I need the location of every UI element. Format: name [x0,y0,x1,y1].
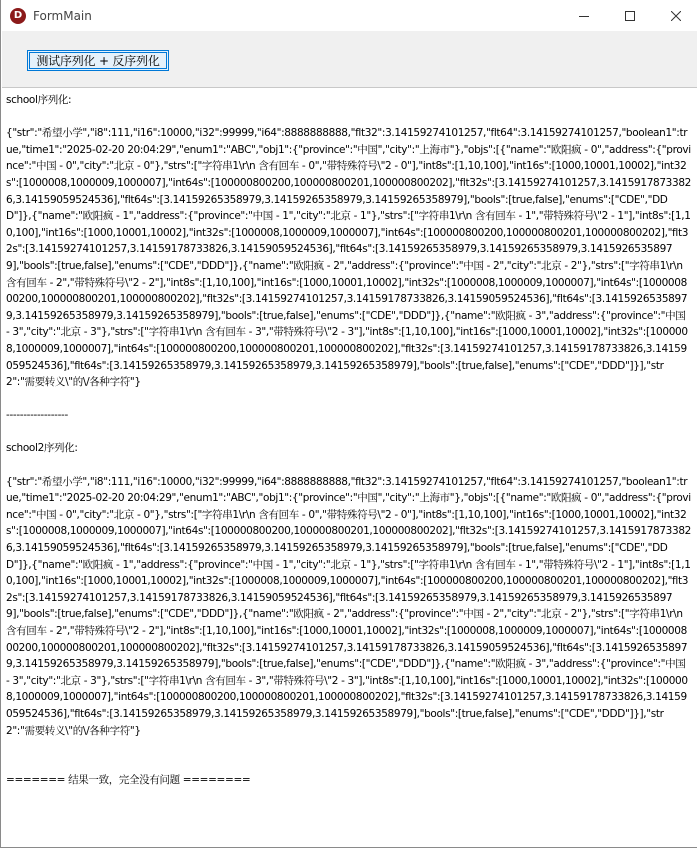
separator: ------------------ [6,409,68,422]
toolbar-panel [2,31,697,88]
window-title: FormMain [33,8,92,23]
school2-heading: school2序列化: [6,442,78,455]
output-text [2,88,697,789]
app-icon [10,8,26,24]
minimize-icon [579,11,589,21]
maximize-icon [625,11,635,21]
output-memo[interactable] [2,88,697,847]
close-icon [671,11,681,21]
result-line: ======= 结果一致，完全没有问题 ======== [6,774,251,787]
test-serialize-button[interactable]: 测试序列化 + 反序列化 [27,50,169,71]
maximize-button[interactable] [607,0,653,31]
school-heading: school序列化: [6,94,72,106]
title-bar[interactable] [1,0,698,31]
app-icon-letter: D [13,9,23,21]
close-button[interactable] [653,0,698,31]
school2-json: {"str":"希望小学","i8":111,"i16":10000,"i32":99999,"i64":8888888888,"flt32":3.14159274101257,"flt64":3.14159274101257,"boolean1":true,"time1":"2025-02-20 20:04:29","enum1":"ABC","obj1":{"province":"中国","city":"上海市"},"objs":[{"name":"欧阳疯 - 0","address":{"province":"中国 - 0","city":"北京 - 0"},"strs":["字符串1\r\n 含有回车 - 0","带特殊符号\"2 - 0"],"int8s":[1,10,100],"int16s":[1000,10001,10002],"int32s":[1000008,1000009,1000007],"int64s":[100000800200,100000800201,100000800202],"flt32s":[3.14159274101257,3.14159178733826,3.14159059524536],"flt64s":[3.14159265358979,3.14159265358979,3.14159265358979],"bools":[true,false],"enums":["CDE","DDD"]},{"name":"欧阳疯 - 1","address":{"province":"中国 - 1","city":"北京 - 1"},"strs":["字符串1\r\n 含有回车 - 1","带特殊符号\"2 - 1"],"int8s":[1,10,100],"int16s":[1000,10001,10002],"int32s":[1000008,1000009,1000007],"int64s":[100000800200,100000800201,100000800202],"flt32s":[3.14159274101257,3.14159178733826,3.14159059524536],"flt64s":[3.14159265358979,3.14159265358979,3.14159265358979],"bools":[true,false],"enums":["CDE","DDD"]},{"name":"欧阳疯 - 2","address":{"province":"中国 - 2","city":"北京 - 2"},"strs":["字符串1\r\n 含有回车 - 2","带特殊符号\"2 - 2"],"int8s":[1,10,100],"int16s":[1000,10001,10002],"int32s":[1000008,1000009,1000007],"int64s":[100000800200,100000800201,100000800202],"flt32s":[3.14159274101257,3.14159178733826,3.14159059524536],"flt64s":[3.14159265358979,3.14159265358979,3.14159265358979],"bools":[true,false],"enums":["CDE","DDD"]},{"name":"欧阳疯 - 3","address":{"province":"中国 - 3","city":"北京 - 3"},"strs":["字符串1\r\n 含有回车 - 3","带特殊符号\"2 - 3"],"int8s":[1,10,100],"int16s":[1000,10001,10002],"int32s":[1000008,1000009,1000007],"int64s":[100000800200,100000800201,100000800202],"flt32s":[3.14159274101257,3.14159178733826,3.14159059524536],"flt64s":[3.14159265358979,3.14159265358979,3.14159265358979],"bools":[true,false],"enums":["CDE","DDD"]}],"str2":"需要转义\"的\/各种字符"} [6,475,692,737]
school-json: {"str":"希望小学","i8":111,"i16":10000,"i32":99999,"i64":8888888888,"flt32":3.14159274101257,"flt64":3.14159274101257,"boolean1":true,"time1":"2025-02-20 20:04:29","enum1":"ABC","obj1":{"province":"中国","city":"上海市"},"objs":[{"name":"欧阳疯 - 0","address":{"province":"中国 - 0","city":"北京 - 0"},"strs":["字符串1\r\n 含有回车 - 0","带特殊符号\"2 - 0"],"int8s":[1,10,100],"int16s":[1000,10001,10002],"int32s":[1000008,1000009,1000007],"int64s":[100000800200,100000800201,100000800202],"flt32s":[3.14159274101257,3.14159178733826,3.14159059524536],"flt64s":[3.14159265358979,3.14159265358979,3.14159265358979],"bools":[true,false],"enums":["CDE","DDD"]},{"name":"欧阳疯 - 1","address":{"province":"中国 - 1","city":"北京 - 1"},"strs":["字符串1\r\n 含有回车 - 1","带特殊符号\"2 - 1"],"int8s":[1,10,100],"int16s":[1000,10001,10002],"int32s":[1000008,1000009,1000007],"int64s":[100000800200,100000800201,100000800202],"flt32s":[3.14159274101257,3.14159178733826,3.14159059524536],"flt64s":[3.14159265358979,3.14159265358979,3.14159265358979],"bools":[true,false],"enums":["CDE","DDD"]},{"name":"欧阳疯 - 2","address":{"province":"中国 - 2","city":"北京 - 2"},"strs":["字符串1\r\n 含有回车 - 2","带特殊符号\"2 - 2"],"int8s":[1,10,100],"int16s":[1000,10001,10002],"int32s":[1000008,1000009,1000007],"int64s":[100000800200,100000800201,100000800202],"flt32s":[3.14159274101257,3.14159178733826,3.14159059524536],"flt64s":[3.14159265358979,3.14159265358979,3.14159265358979],"bools":[true,false],"enums":["CDE","DDD"]},{"name":"欧阳疯 - 3","address":{"province":"中国 - 3","city":"北京 - 3"},"strs":["字符串1\r\n 含有回车 - 3","带特殊符号\"2 - 3"],"int8s":[1,10,100],"int16s":[1000,10001,10002],"int32s":[1000008,1000009,1000007],"int64s":[100000800200,100000800201,100000800202],"flt32s":[3.14159274101257,3.14159178733826,3.14159059524536],"flt64s":[3.14159265358979,3.14159265358979,3.14159265358979],"bools":[true,false],"enums":["CDE","DDD"]}],"str2":"需要转义\"的\/各种字符"} [6,127,692,389]
window-controls [561,0,698,31]
minimize-button[interactable] [561,0,607,31]
